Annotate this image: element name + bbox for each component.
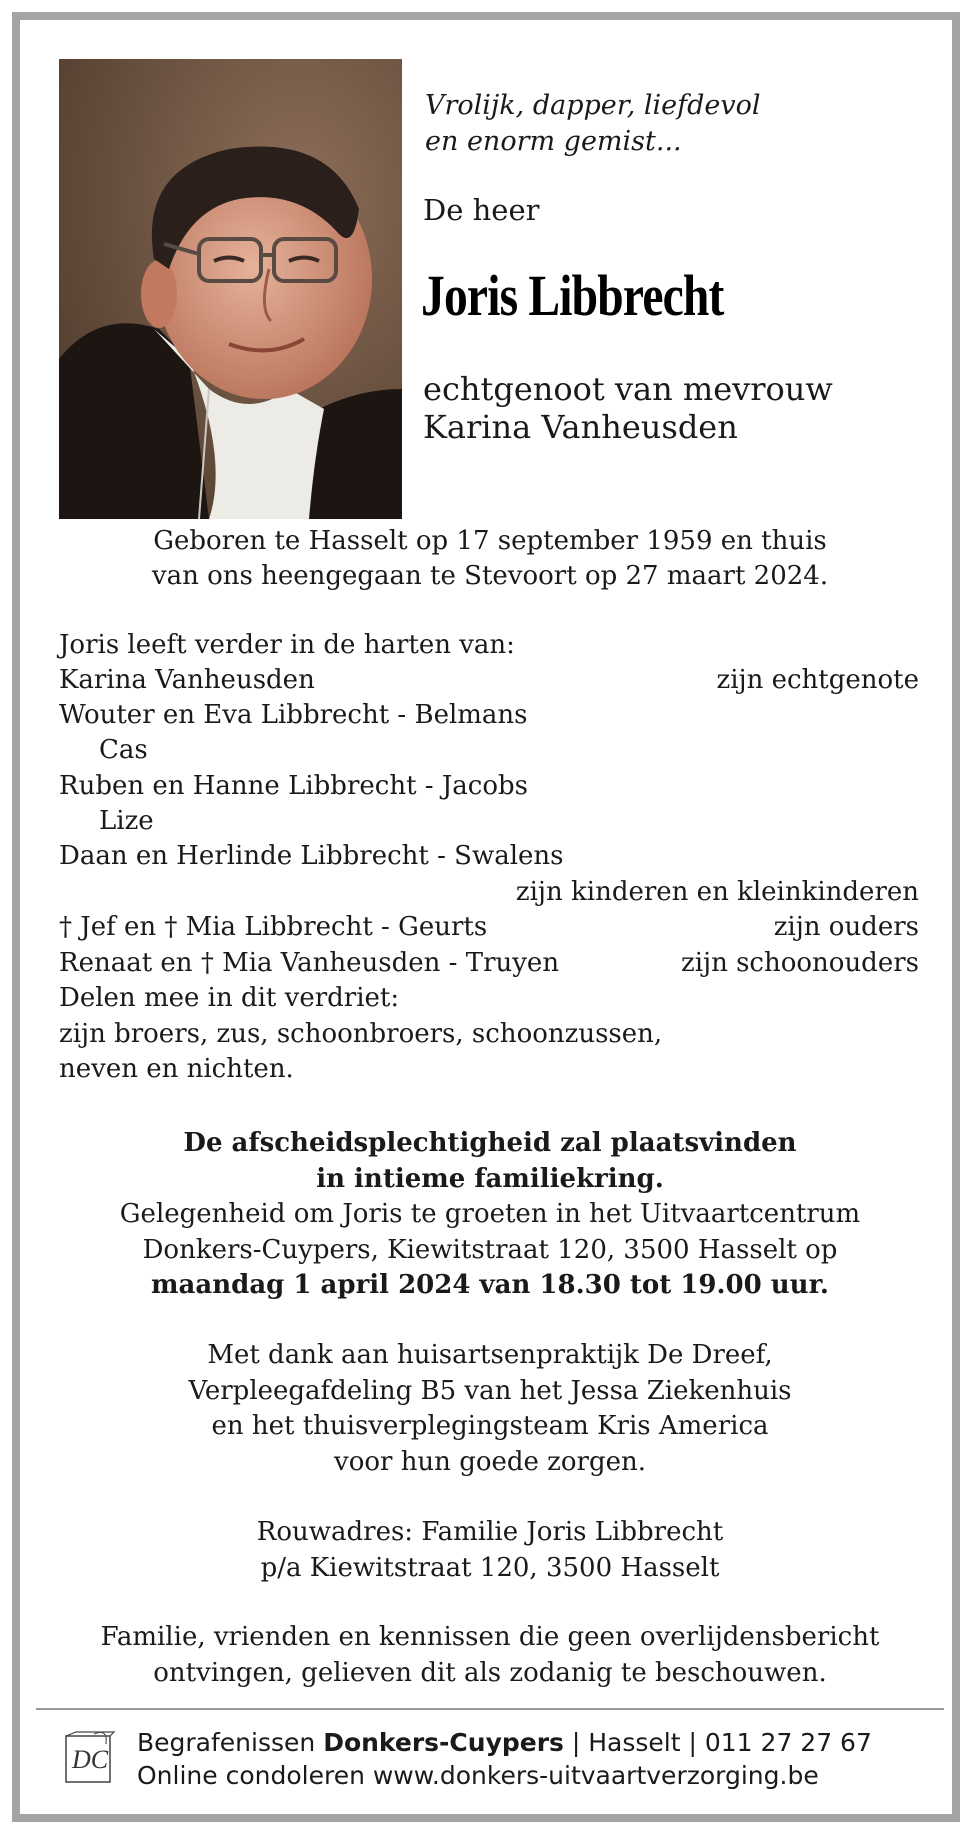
- list-item: [59, 769, 919, 804]
- relation-label: zijn schoonouders: [681, 948, 919, 978]
- relative-name: Daan en Herlinde Libbrecht - Swalens: [59, 841, 564, 871]
- footer-prefix: Begrafenissen: [137, 1728, 324, 1757]
- address-line: p/a Kiewitstraat 120, 3500 Hasselt: [260, 1552, 720, 1583]
- relative-name: Renaat en † Mia Vanheusden - Truyen: [59, 948, 560, 978]
- deceased-name: Joris Libbrecht: [421, 263, 724, 328]
- footer-company-line: [137, 1726, 872, 1759]
- closing-note: [0, 1620, 980, 1691]
- ceremony-line: in intieme familiekring.: [316, 1163, 664, 1194]
- portrait-photo: [59, 59, 402, 519]
- relative-name: zijn broers, zus, schoonbroers, schoonzussen,: [59, 1019, 663, 1049]
- birth-death-info: [0, 524, 980, 594]
- company-name: Donkers-Cuypers: [323, 1728, 564, 1757]
- footer-divider: [36, 1708, 944, 1710]
- relative-name: † Jef en † Mia Libbrecht - Geurts: [59, 912, 488, 942]
- closing-line: Familie, vrienden en kennissen die geen overlijdensbericht: [100, 1622, 880, 1652]
- spouse-info: [423, 370, 833, 446]
- ceremony-line: Donkers-Cuypers, Kiewitstraat 120, 3500 Hasselt op: [142, 1234, 838, 1265]
- motto-line: Vrolijk, dapper, liefdevol: [425, 90, 761, 121]
- relative-name: Lize: [99, 806, 154, 836]
- spouse-line: echtgenoot van mevrouw: [423, 370, 833, 408]
- thanks-line: en het thuisverplegingsteam Kris America: [211, 1411, 769, 1441]
- spouse-line: Karina Vanheusden: [423, 408, 738, 446]
- dc-logo-icon: [64, 1730, 116, 1786]
- thanks-text: [0, 1338, 980, 1480]
- list-item: [59, 1052, 919, 1087]
- motto: [425, 88, 761, 160]
- funeral-home-logo: [64, 1730, 116, 1786]
- relation-label: zijn echtgenote: [716, 665, 919, 695]
- list-item: [59, 733, 919, 768]
- address-line: Rouwadres: Familie Joris Libbrecht: [256, 1517, 724, 1547]
- list-item: [59, 981, 919, 1016]
- thanks-line: voor hun goede zorgen.: [334, 1446, 646, 1477]
- ceremony-line: Gelegenheid om Joris te groeten in het Uitvaartcentrum: [119, 1199, 861, 1229]
- list-item: [59, 875, 919, 910]
- relative-name: Cas: [99, 735, 148, 765]
- ceremony-info: [0, 1126, 980, 1304]
- born-line: van ons heengegaan te Stevoort op 27 maart 2024.: [151, 561, 829, 591]
- relatives-intro: [59, 628, 919, 663]
- portrait-illustration: [59, 59, 402, 519]
- relative-name: Delen mee in dit verdriet:: [59, 983, 400, 1013]
- born-line: Geboren te Hasselt op 17 september 1959 en thuis: [153, 526, 827, 556]
- ceremony-line: maandag 1 april 2024 van 18.30 tot 19.00 uur.: [151, 1270, 829, 1300]
- ceremony-line: De afscheidsplechtigheid zal plaatsvinden: [183, 1128, 797, 1158]
- list-item: [59, 804, 919, 839]
- list-item: [59, 1017, 919, 1052]
- relation-label: zijn ouders: [773, 912, 919, 942]
- relative-name: Wouter en Eva Libbrecht - Belmans: [59, 700, 528, 730]
- mourning-address: [0, 1515, 980, 1586]
- relative-name: Karina Vanheusden: [59, 665, 315, 695]
- list-item: [59, 698, 919, 733]
- list-item: [59, 663, 919, 698]
- closing-line: ontvingen, gelieven dit als zodanig te beschouwen.: [153, 1657, 827, 1688]
- relation-label: zijn kinderen en kleinkinderen: [515, 877, 919, 907]
- online-condolence-link[interactable]: Online condoleren www.donkers-uitvaartverzorging.be: [137, 1761, 819, 1790]
- relative-name: Ruben en Hanne Libbrecht - Jacobs: [59, 771, 528, 801]
- honorific: De heer: [423, 193, 540, 227]
- relatives-intro-text: Joris leeft verder in de harten van:: [59, 630, 515, 660]
- list-item: [59, 946, 919, 981]
- list-item: [59, 839, 919, 874]
- footer-suffix: | Hasselt | 011 27 27 67: [563, 1728, 872, 1757]
- relative-name: neven en nichten.: [59, 1054, 294, 1084]
- list-item: [59, 910, 919, 945]
- footer-info: [137, 1726, 872, 1792]
- logo-letters: DC: [72, 1745, 109, 1774]
- motto-line: en enorm gemist...: [425, 126, 682, 157]
- thanks-line: Met dank aan huisartsenpraktijk De Dreef,: [207, 1340, 773, 1370]
- thanks-line: Verpleegafdeling B5 van het Jessa Ziekenhuis: [188, 1375, 792, 1406]
